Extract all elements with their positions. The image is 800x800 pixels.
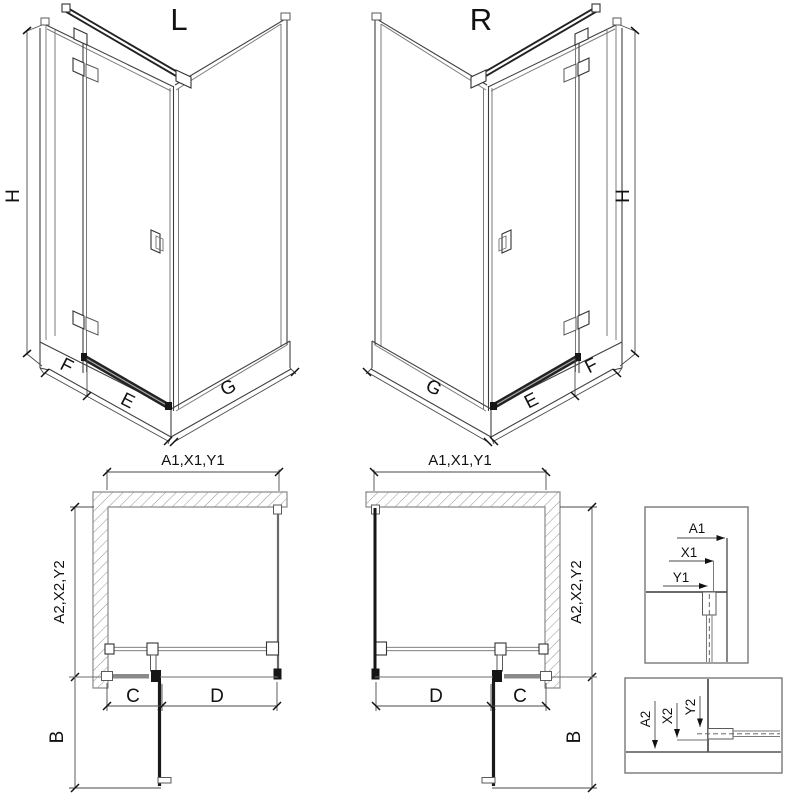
detail-label-a2: A2 <box>638 710 653 728</box>
detail-label-x2: X2 <box>660 707 675 725</box>
iso-geometry-left <box>23 4 299 446</box>
dim-label-F-left: F <box>56 354 77 379</box>
plan-view-left <box>47 452 287 792</box>
dim-label-G-right: G <box>422 375 445 401</box>
iso-geometry-right <box>363 4 639 446</box>
dim-label-c-left: C <box>126 686 140 707</box>
iso-view-right <box>363 2 639 446</box>
dim-label-a1-right: A1,X1,Y1 <box>428 452 492 469</box>
plan-view-right <box>366 452 597 792</box>
dim-label-F-right: F <box>581 354 602 379</box>
detail-box-depth <box>625 678 782 773</box>
dim-label-E-right: E <box>521 388 542 414</box>
view-label-R: R <box>469 2 493 37</box>
detail-label-y2: Y2 <box>683 698 698 716</box>
detail-label-x1: X1 <box>680 545 698 560</box>
plan-geometry-left <box>102 468 284 786</box>
dim-label-E-left: E <box>117 388 138 414</box>
wall-section-right-plan <box>366 492 560 688</box>
dim-label-b-right: B <box>564 730 585 744</box>
dim-label-b-left: B <box>47 730 68 744</box>
iso-view-left <box>3 2 299 446</box>
view-label-L: L <box>170 2 188 37</box>
dim-label-d-right: D <box>429 686 443 707</box>
dim-label-a2-right: A2,X2,Y2 <box>568 560 585 624</box>
plan-geometry-right <box>370 468 552 786</box>
dim-label-H-left: H <box>3 189 24 203</box>
dim-label-c-right: C <box>513 686 527 707</box>
detail-box-width <box>645 507 748 663</box>
dim-label-H-right: H <box>613 189 634 203</box>
wall-section-left-plan <box>93 492 287 688</box>
dim-label-a2-left: A2,X2,Y2 <box>51 560 68 624</box>
dim-depth-left <box>70 503 94 681</box>
dim-label-G-left: G <box>217 375 240 401</box>
dim-label-d-left: D <box>210 686 224 707</box>
dim-label-a1-left: A1,X1,Y1 <box>161 452 225 469</box>
dim-b-left <box>69 677 161 792</box>
detail-label-a1: A1 <box>688 521 706 536</box>
detail-label-y1: Y1 <box>672 570 690 585</box>
